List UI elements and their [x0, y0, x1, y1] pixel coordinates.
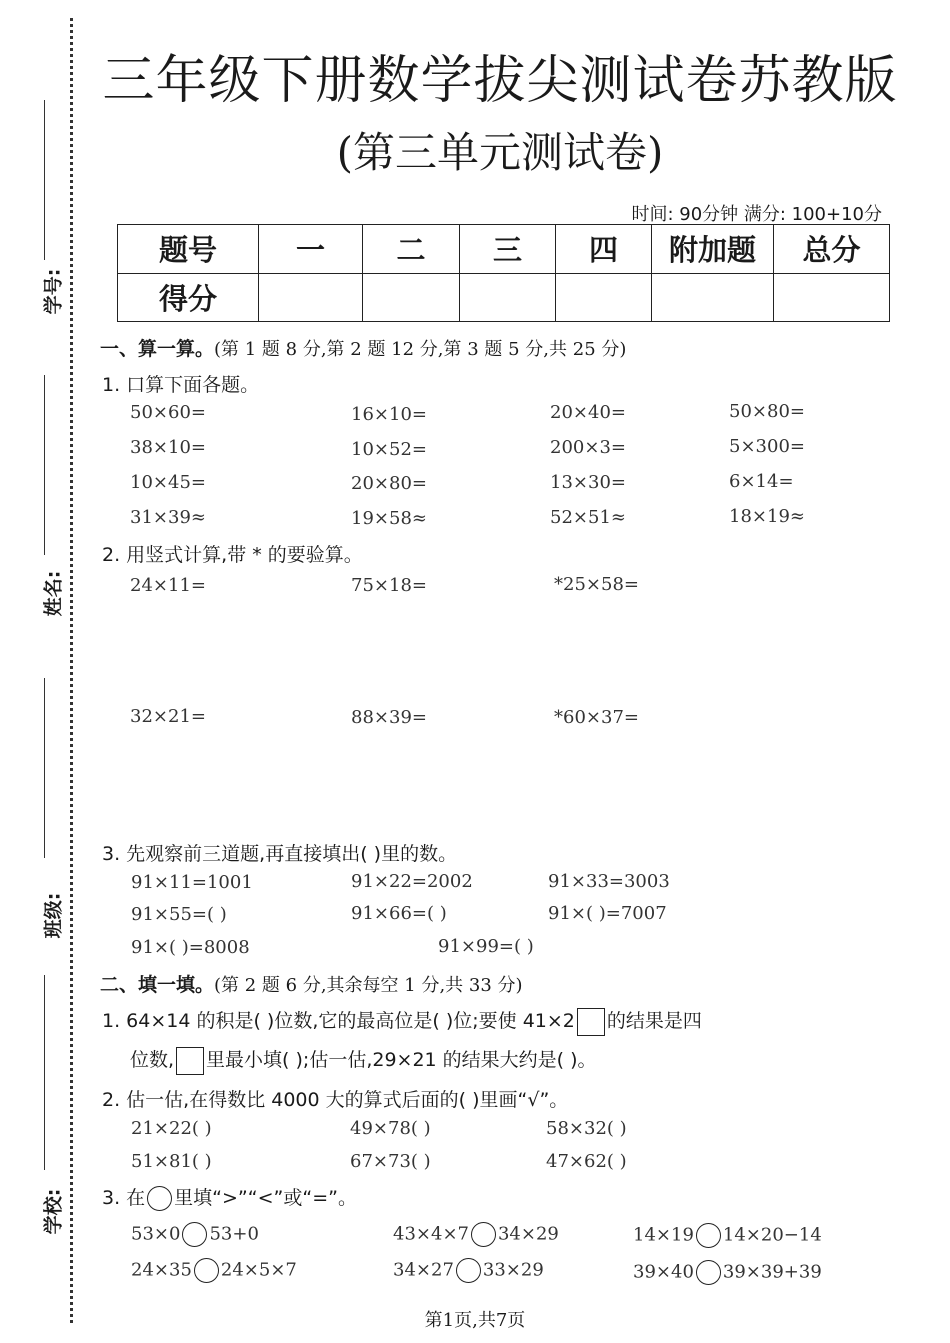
s2-q1-text: 位数, — [130, 1049, 175, 1071]
vertical-calc-item: *60×37= — [554, 707, 639, 728]
score-header-row — [118, 225, 890, 274]
oral-calc-item: 20×80= — [351, 473, 427, 494]
compare-circle[interactable] — [182, 1222, 207, 1247]
estimate-item: 67×73( ) — [350, 1151, 431, 1172]
compare-item — [633, 1223, 822, 1248]
vertical-calc-item: 32×21= — [130, 706, 206, 727]
score-header-cell: 四 — [556, 225, 652, 274]
compare-right: 14×20−14 — [722, 1224, 822, 1246]
compare-right: 53+0 — [209, 1223, 259, 1245]
pattern-item: 91×11=1001 — [131, 872, 253, 893]
name-line — [44, 375, 45, 555]
compare-item — [393, 1222, 559, 1247]
s1-q3-label: 3. 先观察前三道题,再直接填出( )里的数。 — [102, 843, 458, 865]
compare-left: 39×40 — [633, 1261, 694, 1283]
s2-q3-text: 里填“>”“<”或“=”。 — [174, 1187, 357, 1209]
s1-q2-label: 2. 用竖式计算,带 * 的要验算。 — [102, 544, 363, 566]
estimate-item: 58×32( ) — [546, 1118, 627, 1139]
score-row-label: 得分 — [118, 273, 259, 322]
score-blank-cell — [652, 273, 774, 322]
vertical-calc-item: 24×11= — [130, 575, 206, 596]
oral-calc-item: 20×40= — [550, 402, 626, 423]
class-line — [44, 678, 45, 858]
s1-q1-label: 1. 口算下面各题。 — [102, 374, 260, 396]
name-label: 姓名: — [42, 570, 65, 617]
score-table — [117, 224, 890, 322]
vertical-calc-item: 88×39= — [351, 707, 427, 728]
oral-calc-item: 200×3= — [550, 437, 626, 458]
compare-left: 14×19 — [633, 1224, 694, 1246]
oral-calc-item: 10×45= — [130, 472, 206, 493]
pattern-item: 91×( )=7007 — [548, 903, 667, 924]
compare-left: 53×0 — [131, 1223, 181, 1245]
oral-calc-item: 19×58≈ — [351, 508, 427, 529]
compare-right: 34×29 — [497, 1223, 559, 1245]
oral-calc-item: 18×19≈ — [729, 506, 805, 527]
s2-q2-label: 2. 估一估,在得数比 4000 大的算式后面的( )里画“√”。 — [102, 1089, 569, 1111]
section2-title: 二、填一填。 — [100, 974, 215, 996]
compare-circle-icon — [147, 1186, 172, 1211]
binding-dotted-line — [70, 18, 73, 1323]
score-blank-cell — [774, 273, 890, 322]
school-line — [44, 975, 45, 1170]
s2-q1-text: 的结果是四 — [606, 1010, 702, 1032]
score-blank-cell — [363, 273, 460, 322]
compare-left: 43×4×7 — [393, 1223, 469, 1245]
estimate-item: 51×81( ) — [131, 1151, 212, 1172]
score-header-cell: 附加题 — [652, 225, 774, 274]
score-value-row — [118, 273, 890, 322]
oral-calc-item: 52×51≈ — [550, 507, 626, 528]
compare-left: 24×35 — [131, 1259, 192, 1281]
student-id-line — [44, 100, 45, 260]
section2-note: (第 2 题 6 分,其余每空 1 分,共 33 分) — [214, 975, 523, 996]
score-header-cell: 二 — [363, 225, 460, 274]
oral-calc-item: 13×30= — [550, 472, 626, 493]
compare-circle[interactable] — [696, 1223, 721, 1248]
compare-left: 34×27 — [393, 1259, 454, 1281]
estimate-item: 49×78( ) — [350, 1118, 431, 1139]
vertical-calc-item: *25×58= — [554, 574, 639, 595]
compare-item — [131, 1222, 259, 1247]
s2-q1-text: 1. 64×14 的积是( )位数,它的最高位是( )位;要使 41×2 — [102, 1010, 575, 1032]
pattern-item: 91×22=2002 — [351, 871, 473, 892]
vertical-calc-item: 75×18= — [351, 575, 427, 596]
estimate-item: 47×62( ) — [546, 1151, 627, 1172]
s2-q3-text: 3. 在 — [102, 1187, 146, 1209]
compare-item — [393, 1258, 544, 1283]
pattern-item: 91×33=3003 — [548, 871, 670, 892]
compare-circle[interactable] — [471, 1222, 496, 1247]
page-footer: 第1页,共7页 — [424, 1310, 526, 1331]
score-blank-cell — [556, 273, 652, 322]
compare-item — [131, 1258, 297, 1283]
exam-meta: 时间: 90分钟 满分: 100+10分 — [631, 204, 882, 225]
compare-circle[interactable] — [456, 1258, 481, 1283]
oral-calc-item: 38×10= — [130, 437, 206, 458]
oral-calc-item: 50×60= — [130, 402, 206, 423]
score-blank-cell — [259, 273, 363, 322]
page-title: 三年级下册数学拔尖测试卷苏教版 — [102, 51, 898, 111]
estimate-item: 21×22( ) — [131, 1118, 212, 1139]
score-header-cell: 三 — [460, 225, 556, 274]
section1-heading — [100, 334, 626, 361]
digit-box[interactable] — [577, 1008, 605, 1036]
compare-item — [633, 1260, 822, 1285]
s2-q1-line2 — [130, 1045, 597, 1075]
school-label: 学校: — [42, 1188, 65, 1235]
oral-calc-item: 6×14= — [729, 471, 794, 492]
page-subtitle: (第三单元测试卷) — [336, 128, 664, 177]
compare-right: 39×39+39 — [722, 1261, 822, 1283]
score-header-cell: 一 — [259, 225, 363, 274]
score-header-cell: 题号 — [118, 225, 259, 274]
compare-right: 24×5×7 — [220, 1259, 297, 1281]
s2-q1-text: 里最小填( );估一估,29×21 的结果大约是( )。 — [206, 1049, 597, 1071]
oral-calc-item: 31×39≈ — [130, 507, 206, 528]
compare-circle[interactable] — [194, 1258, 219, 1283]
score-blank-cell — [460, 273, 556, 322]
pattern-item: 91×99=( ) — [438, 936, 534, 957]
digit-box[interactable] — [176, 1047, 204, 1075]
compare-right: 33×29 — [482, 1259, 544, 1281]
section2-heading — [100, 970, 523, 997]
pattern-item: 91×55=( ) — [131, 904, 227, 925]
oral-calc-item: 5×300= — [729, 436, 805, 457]
oral-calc-item: 16×10= — [351, 404, 427, 425]
class-label: 班级: — [42, 892, 65, 939]
pattern-item: 91×66=( ) — [351, 903, 447, 924]
s2-q1-line1 — [102, 1006, 702, 1036]
pattern-item: 91×( )=8008 — [131, 937, 250, 958]
section1-note: (第 1 题 8 分,第 2 题 12 分,第 3 题 5 分,共 25 分) — [214, 339, 627, 360]
section1-title: 一、算一算。 — [100, 338, 215, 360]
compare-circle[interactable] — [696, 1260, 721, 1285]
student-id-label: 学号: — [42, 268, 65, 315]
oral-calc-item: 50×80= — [729, 401, 805, 422]
score-header-cell: 总分 — [774, 225, 890, 274]
oral-calc-item: 10×52= — [351, 439, 427, 460]
s2-q3-label — [102, 1183, 357, 1211]
